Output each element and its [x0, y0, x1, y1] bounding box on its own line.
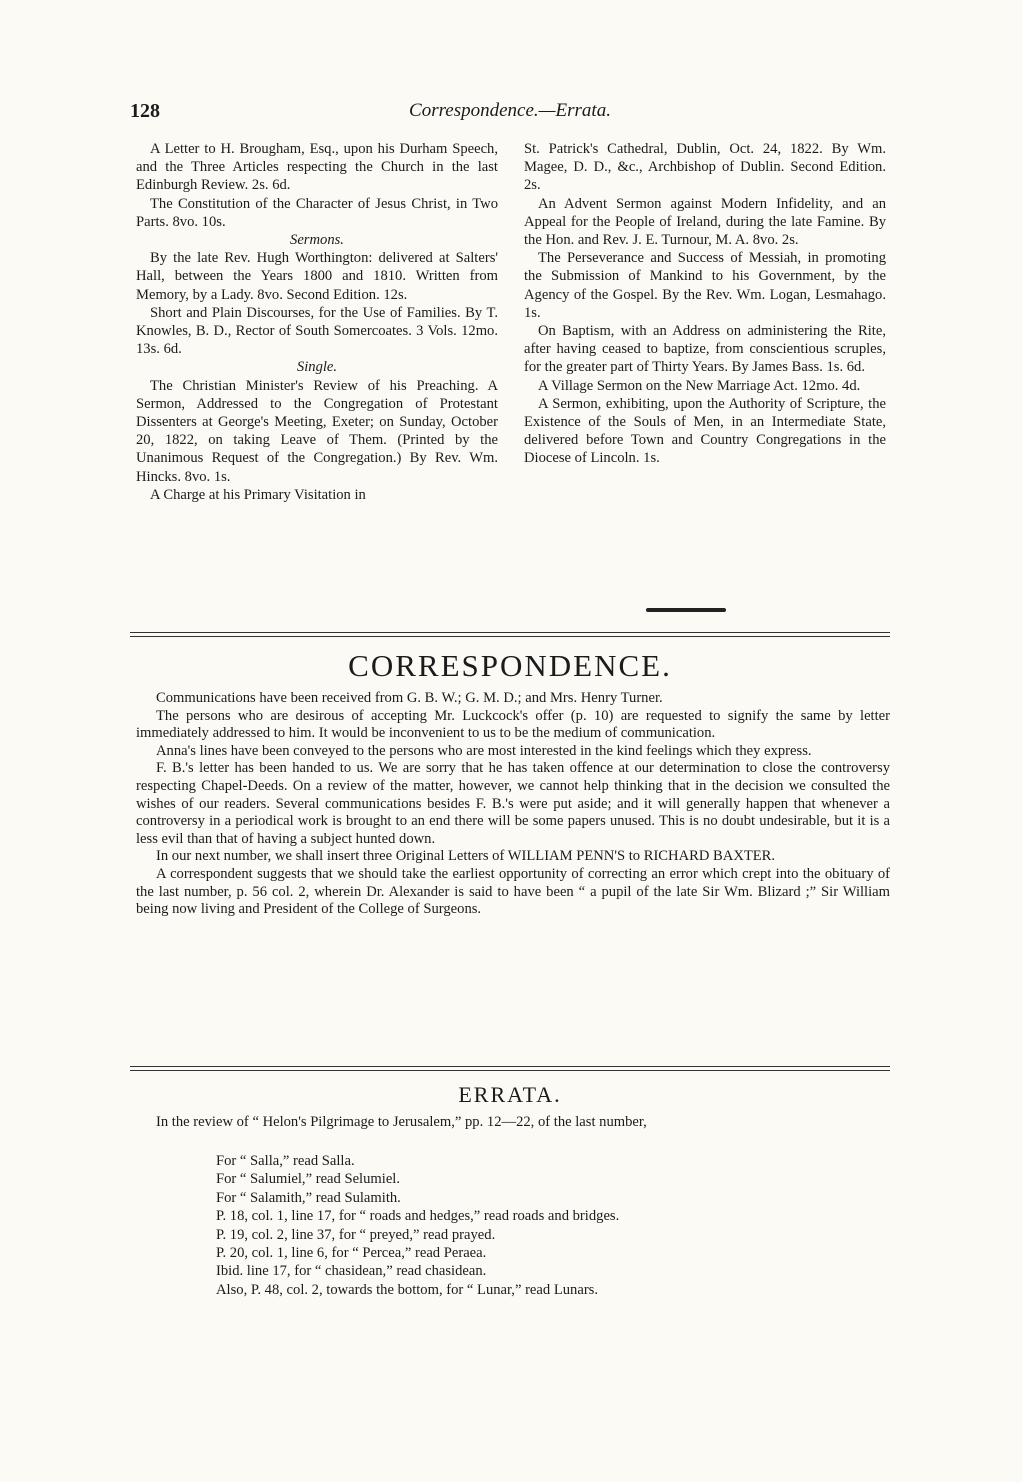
book-entry: The Perseverance and Success of Messiah, in promoting the Submission of Mankind to his Government, by the Agency of the Gospel. By the Rev. Wm. Logan, Lesmahago. 1s. [524, 250, 886, 321]
correspondence-paragraph: Communications have been received from G. B. W.; G. M. D.; and Mrs. Henry Turner. [156, 690, 663, 706]
end-of-list-ornament [646, 608, 726, 612]
errata-title: ERRATA. [458, 1082, 562, 1107]
page-number: 128 [130, 100, 160, 122]
section-divider [130, 632, 890, 637]
errata-item: Also, P. 48, col. 2, towards the bottom, for “ Lunar,” read Lunars. [216, 1281, 599, 1298]
errata-item: For “ Salla,” read Salla. [216, 1153, 355, 1169]
errata-item: For “ Salumiel,” read Selumiel. [216, 1171, 400, 1188]
book-entry: Short and Plain Discourses, for the Use of Families. By T. Knowles, B. D., Rector of South Somercoates. 3 Vols. 12mo. 13s. 6d. [136, 304, 498, 358]
right-column [524, 140, 886, 468]
book-entry: On Baptism, with an Address on administering the Rite, after having ceased to baptize, from conscientious scruples, for the greater part of Thirty Years. By James Bass. 1s. 6d. [524, 323, 886, 376]
book-entry: A Letter to H. Brougham, Esq., upon his Durham Speech, and the Three Articles respecting the Church in the last Edinburgh Review. 2s. 6d. [136, 141, 498, 194]
section-heading-single: Single. [296, 359, 338, 376]
errata-item: Ibid. line 17, for “ chasidean,” read chasidean. [216, 1263, 487, 1280]
book-entry: The Constitution of the Character of Jesus Christ, in Two Parts. 8vo. 10s. [136, 195, 498, 230]
errata-item: For “ Salamith,” read Sulamith. [216, 1189, 401, 1206]
book-entry: St. Patrick's Cathedral, Dublin, Oct. 24, 1822. By Wm. Magee, D. D., &c., Archbishop of Dublin. Second Edition. 2s. [524, 141, 886, 194]
correspondence-body [136, 690, 890, 919]
running-title: Correspondence.—Errata. [409, 100, 611, 121]
running-head [130, 100, 890, 126]
errata-intro: In the review of “ Helon's Pilgrimage to Jerusalem,” pp. 12—22, of the last number, [156, 1114, 647, 1130]
book-entry: A Sermon, exhibiting, upon the Authority of Scripture, the Existence of the Souls of Men, in an Intermediate State, delivered before Town and Country Congregations in the Diocese of Lincoln. 1s. [524, 395, 886, 467]
errata-item: P. 18, col. 1, line 17, for “ roads and hedges,” read roads and bridges. [216, 1208, 620, 1225]
correspondence-paragraph: F. B.'s letter has been handed to us. We are sorry that he has taken offence at our determination to close the controversy respecting Chapel-Deeds. On a review of the matter, however, we cannot help thinking that in the decision we consulted the wishes of our readers. Several communications besides F. B.'s were put aside; and it will generally happen that whenever a controversy in a periodical work is brought to an end there will be some papers unused. This is no doubt undesirable, but it is a less evil than that of having a subject hunted down. [136, 760, 890, 847]
book-entry: A Village Sermon on the New Marriage Act. 12mo. 4d. [538, 377, 861, 394]
book-entry: By the late Rev. Hugh Worthington: delivered at Salters' Hall, between the Years 1800 and 1810. Written from Memory, by a Lady. 8vo. Second Edition. 12s. [136, 250, 498, 303]
section-divider [130, 1066, 890, 1071]
correspondence-paragraph: The persons who are desirous of accepting Mr. Luckcock's offer (p. 10) are requested to signify the same by letter immediately addressed to him. It would be inconvenient to us to be the medium of communication. [136, 707, 890, 742]
book-entry: The Christian Minister's Review of his Preaching. A Sermon, Addressed to the Congregation of Protestant Dissenters at George's Meeting, Exeter; on Sunday, October 20, 1822, on taking Leave of Them. (Printed by the Unanimous Request of the Congregation.) By Rev. Wm. Hincks. 8vo. 1s. [136, 377, 498, 485]
correspondence-title: CORRESPONDENCE. [348, 648, 672, 683]
errata-item: P. 20, col. 1, line 6, for “ Percea,” read Peraea. [216, 1245, 487, 1262]
correspondence-paragraph: A correspondent suggests that we should take the earliest opportunity of correcting an error which crept into the obituary of the last number, p. 56 col. 2, wherein Dr. Alexander is said to have been “ a pupil of the late Sir Wm. Blizard ;” Sir William being now living and President of the College of Surgeons. [136, 865, 890, 918]
left-column [136, 140, 498, 504]
section-heading-sermons: Sermons. [290, 232, 344, 249]
book-entry: A Charge at his Primary Visitation in [150, 486, 366, 503]
correspondence-paragraph: In our next number, we shall insert three Original Letters of WILLIAM PENN'S to RICHARD BAXTER. [156, 848, 776, 865]
correspondence-paragraph: Anna's lines have been conveyed to the persons who are most interested in the kind feelings which they express. [156, 742, 812, 759]
errata-list [216, 1152, 876, 1299]
errata-item: P. 19, col. 2, line 37, for “ preyed,” read prayed. [216, 1226, 496, 1243]
book-entry: An Advent Sermon against Modern Infidelity, and an Appeal for the People of Ireland, during the late Famine. By the Hon. and Rev. J. E. Turnour, M. A. 8vo. 2s. [524, 195, 886, 249]
